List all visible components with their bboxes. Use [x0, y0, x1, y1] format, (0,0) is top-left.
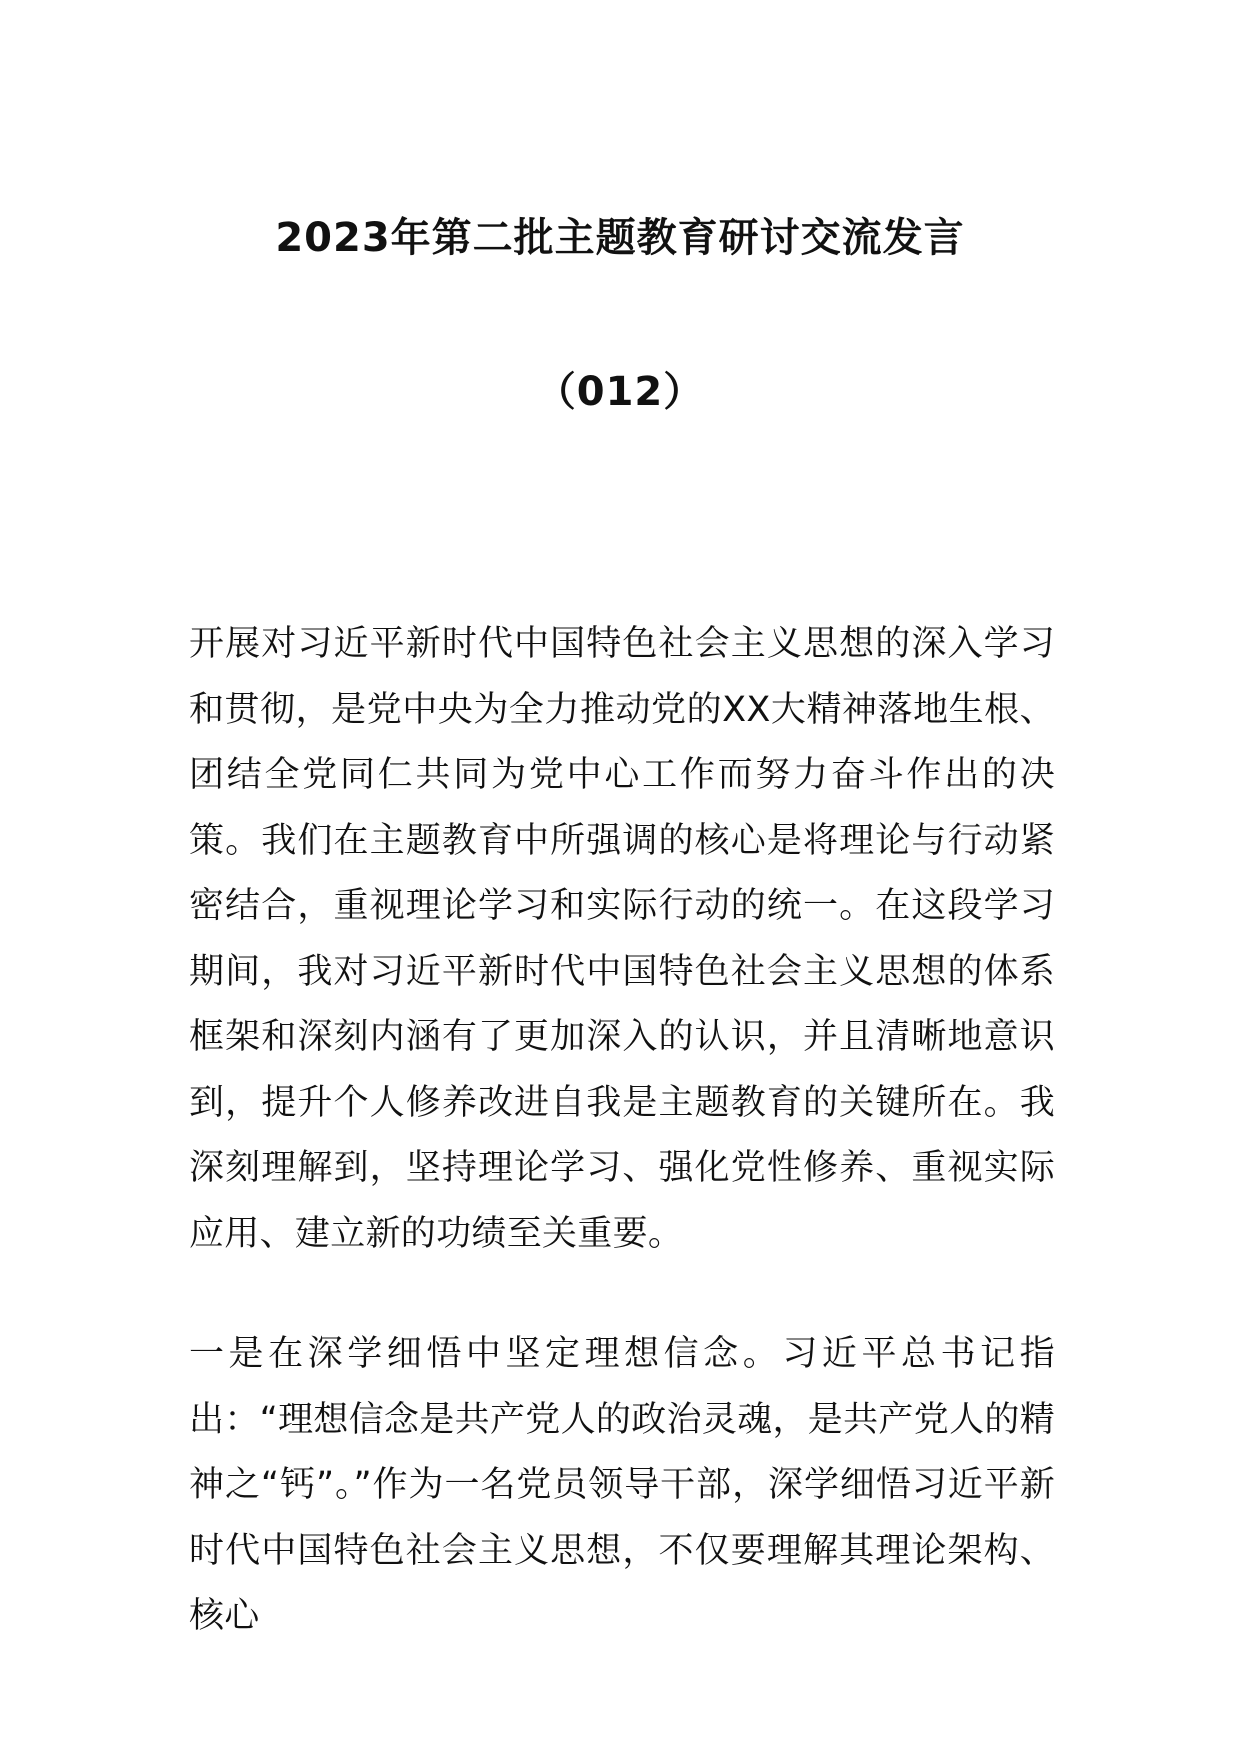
document-subtitle: （012）	[535, 369, 705, 415]
document-title: 2023年第二批主题教育研讨交流发言	[275, 215, 965, 261]
body-paragraph: 开展对习近平新时代中国特色社会主义思想的深入学习和贯彻，是党中央为全力推动党的XX大精神落地生根、团结全党同仁共同为党中心工作而努力奋斗作出的决策。我们在主题教育中所强调的核心是将理论与行动紧密结合，重视理论学习和实际行动的统一。在这段学习期间，我对习近平新时代中国特色社会主义思想的体系框架和深刻内涵有了更加深入的认识，并且清晰地意识到，提升个人修养改进自我是主题教育的关键所在。我深刻理解到，坚持理论学习、强化党性修养、重视实际应用、建立新的功绩至关重要。	[189, 624, 1055, 1254]
body-paragraph: 一是在深学细悟中坚定理想信念。习近平总书记指出：“理想信念是共产党人的政治灵魂，是共产党人的精神之“钙”。”作为一名党员领导干部，深学细悟习近平新时代中国特色社会主义思想，不仅要理解其理论架构、核心	[189, 1334, 1055, 1636]
